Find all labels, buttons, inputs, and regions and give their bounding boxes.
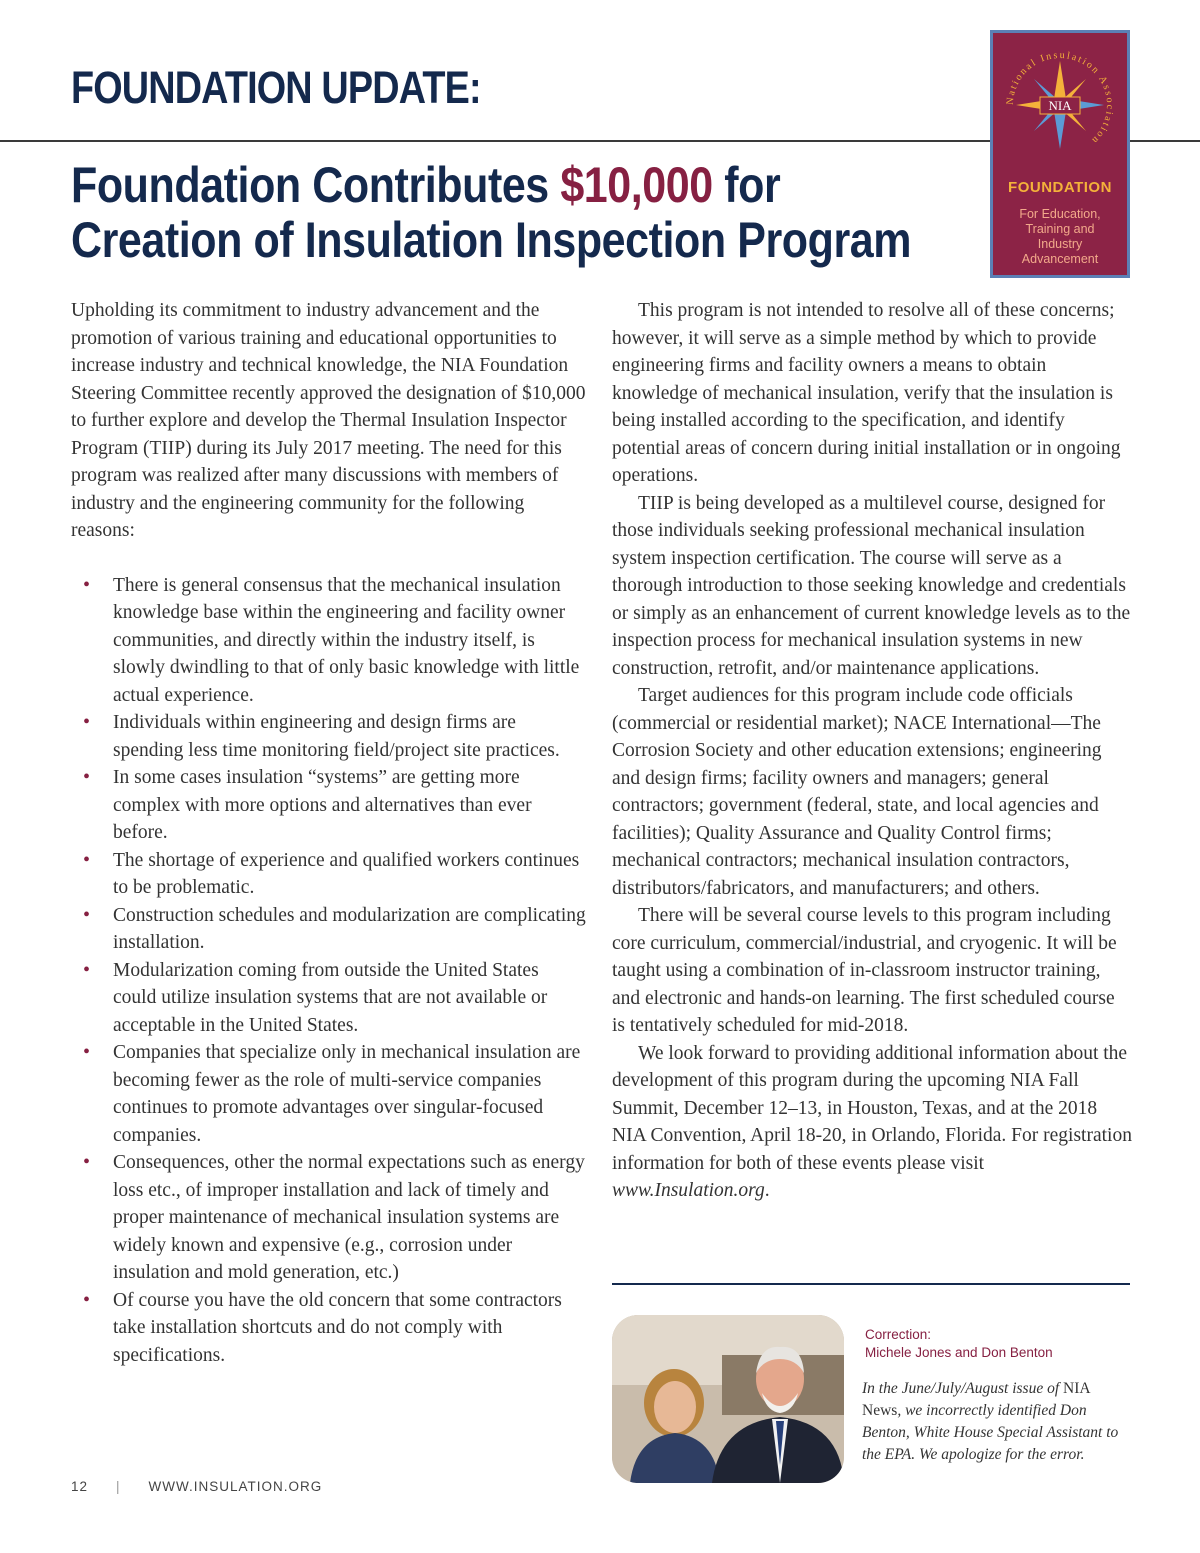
correction-photo xyxy=(612,1315,844,1483)
list-item: • Modularization coming from outside the United States could utilize insulation systems that are not available or acceptable in the United States. xyxy=(83,958,548,1036)
list-item: • Companies that specialize only in mechanical insulation are becoming fewer as the role of multi-service companies continues to promote advantages over singular-focused companies. xyxy=(83,1041,581,1146)
article-headline xyxy=(71,158,911,268)
correction-label: Correction: xyxy=(865,1327,932,1342)
reasons-list xyxy=(71,572,586,1370)
compass-star-icon xyxy=(993,33,1127,178)
footer-separator: | xyxy=(116,1479,121,1494)
list-item: • Construction schedules and modularization are complicating installation. xyxy=(83,903,586,953)
footer-url[interactable]: WWW.INSULATION.ORG xyxy=(148,1479,323,1494)
bullet-icon: • xyxy=(83,711,91,733)
list-item: • The shortage of experience and qualified workers continues to be problematic. xyxy=(83,848,580,898)
page-number: 12 xyxy=(71,1479,89,1494)
paragraph-target-audiences: Target audiences for this program include code officials (commercial or residential market); NACE International—The Corrosion Society and other education extensions; engineering and design firms; facility owners and managers; general contractors; government (federal, state, and local agencies and facilities); Quality Assurance and Quality Control firms; mechanical contractors; mechanical insulation contractors, distributors/fabricators, and manufacturers; and others. xyxy=(612,685,1102,899)
intro-paragraph: Upholding its commitment to industry advancement and the promotion of various training and educational opportunities to increase industry and technical knowledge, the NIA Foundation Steering Committee recently approved the designation of $10,000 to further explore and develop the Thermal Insulation Inspector Program (TIIP) during its July 2017 meeting. The need for this program was realized after many discussions with members of industry and the engineering community for the following reasons: xyxy=(71,300,586,541)
right-column xyxy=(612,297,1132,1205)
paragraph-program-purpose: This program is not intended to resolve all of these concerns; however, it will serve as a simple method by which to provide engineering firms and facility owners a means to obtain knowledge of mechanical insulation, verify that the insulation is being installed according to the specification, and identify potential areas of concern during initial installation or in ongoing operations. xyxy=(612,300,1121,486)
paragraph-events: We look forward to providing additional information about the development of this program during the upcoming NIA Fall Summit, December 12–13, in Houston, Texas, and at the 2018 NIA Convention, April 18-20, in Orlando, Florida. For registration information for both of these events please visit www.Insulation.org. xyxy=(612,1042,1132,1201)
bullet-icon: • xyxy=(83,766,91,788)
correction-text: In the June/July/August issue of NIA News, we incorrectly identified Don Benton, White House Special Assistant to the EPA. We apologize for the error. xyxy=(862,1380,1119,1463)
list-item: • Consequences, other the normal expectations such as energy loss etc., of improper installation and lack of timely and proper maintenance of mechanical insulation systems are widely known and expensive (e.g., corrosion under insulation and mold generation, etc.) xyxy=(83,1151,585,1283)
svg-text:NIA: NIA xyxy=(1048,98,1072,113)
svg-text:National Insulation Associatio: National Insulation Association xyxy=(1004,49,1116,147)
page-footer xyxy=(71,1479,322,1494)
logo-title: FOUNDATION xyxy=(1008,179,1112,196)
section-label: FOUNDATION UPDATE: xyxy=(71,62,481,113)
logo-tagline: For Education, Training and Industry Advancement xyxy=(1019,207,1101,266)
nia-foundation-logo xyxy=(990,30,1130,278)
headline-amount: $10,000 xyxy=(560,157,713,213)
bullet-icon: • xyxy=(83,1041,91,1063)
bullet-icon: • xyxy=(83,848,91,871)
paragraph-course-design: TIIP is being developed as a multilevel course, designed for those individuals seeking professional mechanical insulation system inspection certification. The course will serve as a thorough introduction to those seeking knowledge and credentials or simply as an enhancement of current knowledge levels as to the inspection process for mechanical insulation systems in new construction, retrofit, and/or maintenance applications. xyxy=(612,492,1131,679)
headline-part2: for xyxy=(712,157,781,213)
list-item: • There is general consensus that the mechanical insulation knowledge base within the engineering and facility owner communities, and directly within the industry itself, is slowly dwindling to that of only basic knowledge with little actual experience. xyxy=(83,573,580,706)
paragraph-course-levels: There will be several course levels to this program including core curriculum, commercial/industrial, and cryogenic. It will be taught using a combination of in-classroom instructor training, and electronic and hands-on learning. The first scheduled course is tentatively scheduled for mid-2018. xyxy=(612,905,1117,1036)
bullet-icon: • xyxy=(83,958,91,981)
headline-part1: Foundation Contributes xyxy=(71,157,561,213)
bullet-icon: • xyxy=(83,903,91,926)
left-column xyxy=(71,297,586,1369)
correction-names: Michele Jones and Don Benton xyxy=(865,1345,1053,1360)
header-rule xyxy=(0,140,990,142)
list-item: • Individuals within engineering and design firms are spending less time monitoring field/project site practices. xyxy=(83,711,560,761)
bullet-icon: • xyxy=(83,573,91,596)
bullet-icon: • xyxy=(83,1151,91,1173)
bullet-icon: • xyxy=(83,1288,91,1311)
list-item: • In some cases insulation “systems” are getting more complex with more options and alternatives than ever before. xyxy=(83,766,532,843)
section-divider xyxy=(612,1283,1130,1285)
list-item: • Of course you have the old concern that some contractors take installation shortcuts and do not comply with specifications. xyxy=(83,1288,562,1366)
header-rule-right xyxy=(1130,140,1200,142)
website-link[interactable]: www.Insulation.org xyxy=(612,1180,765,1201)
headline-line2: Creation of Insulation Inspection Program xyxy=(71,212,912,268)
